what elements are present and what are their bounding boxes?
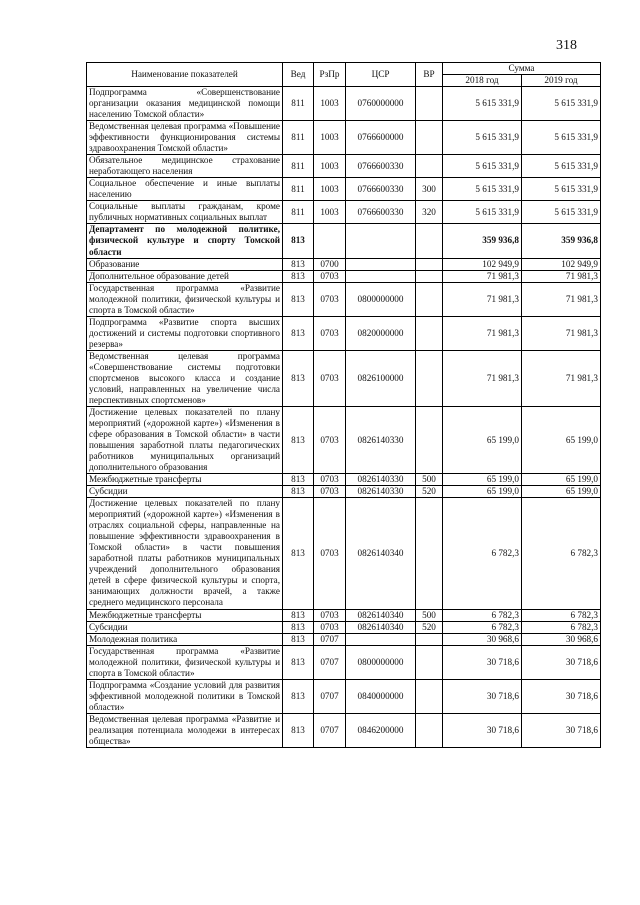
cell-name: Молодежная политика (87, 633, 283, 645)
cell-vr: 520 (416, 621, 443, 633)
table-row (87, 350, 601, 406)
cell-vr (416, 633, 443, 645)
cell-rzpr: 0707 (314, 679, 346, 713)
cell-rzpr: 0703 (314, 609, 346, 621)
cell-name: Субсидии (87, 621, 283, 633)
cell-ved: 811 (283, 155, 314, 178)
cell-name: Государственная программа «Развитие молодежной политики, физической культуры и спорта в Томской области» (87, 645, 283, 679)
cell-name: Подпрограмма «Совершенствование организации оказания медицинской помощи населению Томской области» (87, 87, 283, 121)
cell-sum-2018: 6 782,3 (443, 621, 522, 633)
cell-sum-2018: 71 981,3 (443, 350, 522, 406)
cell-csr: 0826140340 (346, 621, 416, 633)
cell-sum-2019: 5 615 331,9 (522, 155, 601, 178)
cell-csr: 0766600330 (346, 155, 416, 178)
cell-sum-2019: 5 615 331,9 (522, 201, 601, 224)
cell-name: Межбюджетные трансферты (87, 474, 283, 486)
cell-sum-2019: 30 718,6 (522, 679, 601, 713)
cell-vr: 500 (416, 474, 443, 486)
cell-sum-2018: 71 981,3 (443, 282, 522, 316)
cell-rzpr: 0703 (314, 486, 346, 498)
cell-csr: 0766600330 (346, 201, 416, 224)
cell-ved: 813 (283, 224, 314, 258)
cell-csr: 0800000000 (346, 282, 416, 316)
table-body (87, 87, 601, 748)
cell-name: Ведомственная целевая программа «Развитие и реализация потенциала молодежи в интересах общества» (87, 713, 283, 747)
cell-sum-2019: 65 199,0 (522, 486, 601, 498)
cell-vr (416, 270, 443, 282)
cell-sum-2019: 71 981,3 (522, 316, 601, 350)
cell-ved: 813 (283, 713, 314, 747)
cell-vr (416, 224, 443, 258)
cell-sum-2018: 5 615 331,9 (443, 178, 522, 201)
cell-sum-2019: 71 981,3 (522, 350, 601, 406)
cell-sum-2018: 6 782,3 (443, 609, 522, 621)
cell-vr: 500 (416, 609, 443, 621)
cell-csr: 0766600000 (346, 121, 416, 155)
cell-sum-2018: 6 782,3 (443, 498, 522, 609)
table-row (87, 258, 601, 270)
cell-rzpr: 0707 (314, 633, 346, 645)
table-row (87, 155, 601, 178)
cell-sum-2018: 65 199,0 (443, 486, 522, 498)
header-vr: ВР (416, 63, 443, 87)
header-csr: ЦСР (346, 63, 416, 87)
header-rzpr: РзПр (314, 63, 346, 87)
cell-rzpr: 0703 (314, 406, 346, 473)
cell-csr: 0840000000 (346, 679, 416, 713)
cell-csr (346, 633, 416, 645)
cell-ved: 811 (283, 178, 314, 201)
table-row (87, 498, 601, 609)
cell-rzpr: 0703 (314, 316, 346, 350)
cell-csr (346, 258, 416, 270)
cell-ved: 813 (283, 474, 314, 486)
cell-vr (416, 498, 443, 609)
cell-vr: 300 (416, 178, 443, 201)
cell-csr: 0820000000 (346, 316, 416, 350)
budget-table (86, 62, 601, 748)
table-row (87, 713, 601, 747)
cell-vr (416, 679, 443, 713)
table-row (87, 178, 601, 201)
cell-rzpr: 1003 (314, 121, 346, 155)
cell-sum-2019: 30 718,6 (522, 645, 601, 679)
table-row (87, 282, 601, 316)
cell-vr (416, 87, 443, 121)
cell-sum-2019: 5 615 331,9 (522, 121, 601, 155)
table-row (87, 486, 601, 498)
cell-vr (416, 121, 443, 155)
cell-csr: 0760000000 (346, 87, 416, 121)
cell-name: Социальное обеспечение и иные выплаты населению (87, 178, 283, 201)
cell-name: Субсидии (87, 486, 283, 498)
cell-sum-2018: 30 718,6 (443, 645, 522, 679)
cell-csr: 0846200000 (346, 713, 416, 747)
cell-rzpr: 0707 (314, 713, 346, 747)
cell-sum-2019: 6 782,3 (522, 498, 601, 609)
cell-vr (416, 258, 443, 270)
header-year-2019: 2019 год (522, 75, 601, 87)
cell-rzpr: 0703 (314, 498, 346, 609)
cell-sum-2019: 71 981,3 (522, 282, 601, 316)
cell-vr (416, 282, 443, 316)
cell-ved: 813 (283, 621, 314, 633)
cell-sum-2018: 65 199,0 (443, 474, 522, 486)
cell-sum-2019: 65 199,0 (522, 474, 601, 486)
cell-csr (346, 224, 416, 258)
table-row (87, 316, 601, 350)
cell-vr (416, 645, 443, 679)
cell-ved: 813 (283, 486, 314, 498)
cell-name: Дополнительное образование детей (87, 270, 283, 282)
cell-csr (346, 270, 416, 282)
table-row (87, 679, 601, 713)
cell-ved: 813 (283, 633, 314, 645)
table-row (87, 406, 601, 473)
cell-sum-2018: 30 718,6 (443, 713, 522, 747)
cell-sum-2018: 71 981,3 (443, 270, 522, 282)
cell-ved: 811 (283, 121, 314, 155)
cell-rzpr: 1003 (314, 178, 346, 201)
cell-rzpr: 0703 (314, 282, 346, 316)
cell-ved: 813 (283, 270, 314, 282)
cell-ved: 813 (283, 609, 314, 621)
cell-ved: 813 (283, 679, 314, 713)
cell-vr (416, 406, 443, 473)
cell-sum-2018: 5 615 331,9 (443, 121, 522, 155)
cell-vr (416, 713, 443, 747)
cell-ved: 811 (283, 87, 314, 121)
table-row (87, 645, 601, 679)
cell-name: Государственная программа «Развитие молодежной политики, физической культуры и спорта в Томской области» (87, 282, 283, 316)
cell-ved: 811 (283, 201, 314, 224)
cell-name: Достижение целевых показателей по плану мероприятий («дорожной карте») «Изменения в отраслях социальной сферы, направленные на повышение эффективности здравоохранения в Томской области» в части повышения заработной платы работников муниципальных учреждений дополнительного образования детей в сфере физической культуры и спорта, занимающих должности врачей, а также среднего медицинского персонала (87, 498, 283, 609)
cell-sum-2018: 30 718,6 (443, 679, 522, 713)
cell-name: Образование (87, 258, 283, 270)
cell-sum-2019: 359 936,8 (522, 224, 601, 258)
cell-csr: 0826100000 (346, 350, 416, 406)
header-name: Наименование показателей (87, 63, 283, 87)
cell-sum-2018: 30 968,6 (443, 633, 522, 645)
cell-sum-2019: 30 718,6 (522, 713, 601, 747)
cell-name: Подпрограмма «Создание условий для развития эффективной молодежной политики в Томской области» (87, 679, 283, 713)
table-header (87, 63, 601, 87)
cell-ved: 813 (283, 645, 314, 679)
cell-rzpr (314, 224, 346, 258)
cell-rzpr: 1003 (314, 201, 346, 224)
cell-sum-2018: 5 615 331,9 (443, 201, 522, 224)
cell-vr: 320 (416, 201, 443, 224)
cell-name: Департамент по молодежной политике, физической культуре и спорту Томской области (87, 224, 283, 258)
cell-vr (416, 316, 443, 350)
cell-sum-2018: 5 615 331,9 (443, 87, 522, 121)
cell-sum-2019: 6 782,3 (522, 609, 601, 621)
cell-vr (416, 350, 443, 406)
cell-csr: 0826140340 (346, 498, 416, 609)
cell-name: Подпрограмма «Развитие спорта высших достижений и системы подготовки спортивного резерва» (87, 316, 283, 350)
cell-sum-2018: 5 615 331,9 (443, 155, 522, 178)
table-row (87, 633, 601, 645)
cell-rzpr: 1003 (314, 87, 346, 121)
cell-csr: 0826140330 (346, 406, 416, 473)
cell-sum-2018: 359 936,8 (443, 224, 522, 258)
cell-name: Ведомственная целевая программа «Повышение эффективности функционирования системы здравоохранения Томской области» (87, 121, 283, 155)
table-row (87, 621, 601, 633)
cell-sum-2018: 65 199,0 (443, 406, 522, 473)
cell-sum-2019: 5 615 331,9 (522, 87, 601, 121)
table-row (87, 474, 601, 486)
cell-name: Межбюджетные трансферты (87, 609, 283, 621)
cell-ved: 813 (283, 316, 314, 350)
cell-rzpr: 0700 (314, 258, 346, 270)
cell-sum-2019: 30 968,6 (522, 633, 601, 645)
cell-ved: 813 (283, 282, 314, 316)
cell-csr: 0766600330 (346, 178, 416, 201)
cell-ved: 813 (283, 350, 314, 406)
cell-name: Ведомственная целевая программа «Совершенствование системы подготовки спортсменов высокого класса и создание условий, направленных на увеличение числа перспективных спортсменов» (87, 350, 283, 406)
table-row (87, 121, 601, 155)
page-number: 318 (556, 38, 577, 53)
cell-vr (416, 155, 443, 178)
cell-csr: 0800000000 (346, 645, 416, 679)
cell-ved: 813 (283, 258, 314, 270)
cell-rzpr: 0703 (314, 621, 346, 633)
header-sum: Сумма (443, 63, 601, 75)
cell-sum-2019: 102 949,9 (522, 258, 601, 270)
cell-name: Социальные выплаты гражданам, кроме публичных нормативных социальных выплат (87, 201, 283, 224)
cell-ved: 813 (283, 406, 314, 473)
cell-rzpr: 0703 (314, 270, 346, 282)
cell-rzpr: 1003 (314, 155, 346, 178)
header-year-2018: 2018 год (443, 75, 522, 87)
cell-sum-2019: 71 981,3 (522, 270, 601, 282)
cell-name: Достижение целевых показателей по плану мероприятий («дорожной карте») «Изменения в сфере образования в Томской области» в части повышения заработной платы педагогических работников муниципальных организаций дополнительного образования (87, 406, 283, 473)
header-ved: Вед (283, 63, 314, 87)
cell-sum-2019: 5 615 331,9 (522, 178, 601, 201)
cell-sum-2018: 71 981,3 (443, 316, 522, 350)
table-row (87, 609, 601, 621)
cell-rzpr: 0707 (314, 645, 346, 679)
cell-name: Обязательное медицинское страхование неработающего населения (87, 155, 283, 178)
table-row (87, 270, 601, 282)
cell-csr: 0826140330 (346, 474, 416, 486)
cell-sum-2018: 102 949,9 (443, 258, 522, 270)
cell-rzpr: 0703 (314, 474, 346, 486)
cell-csr: 0826140330 (346, 486, 416, 498)
cell-vr: 520 (416, 486, 443, 498)
cell-rzpr: 0703 (314, 350, 346, 406)
table-row (87, 201, 601, 224)
cell-ved: 813 (283, 498, 314, 609)
cell-csr: 0826140340 (346, 609, 416, 621)
table-row (87, 87, 601, 121)
cell-sum-2019: 6 782,3 (522, 621, 601, 633)
cell-sum-2019: 65 199,0 (522, 406, 601, 473)
table-row (87, 224, 601, 258)
